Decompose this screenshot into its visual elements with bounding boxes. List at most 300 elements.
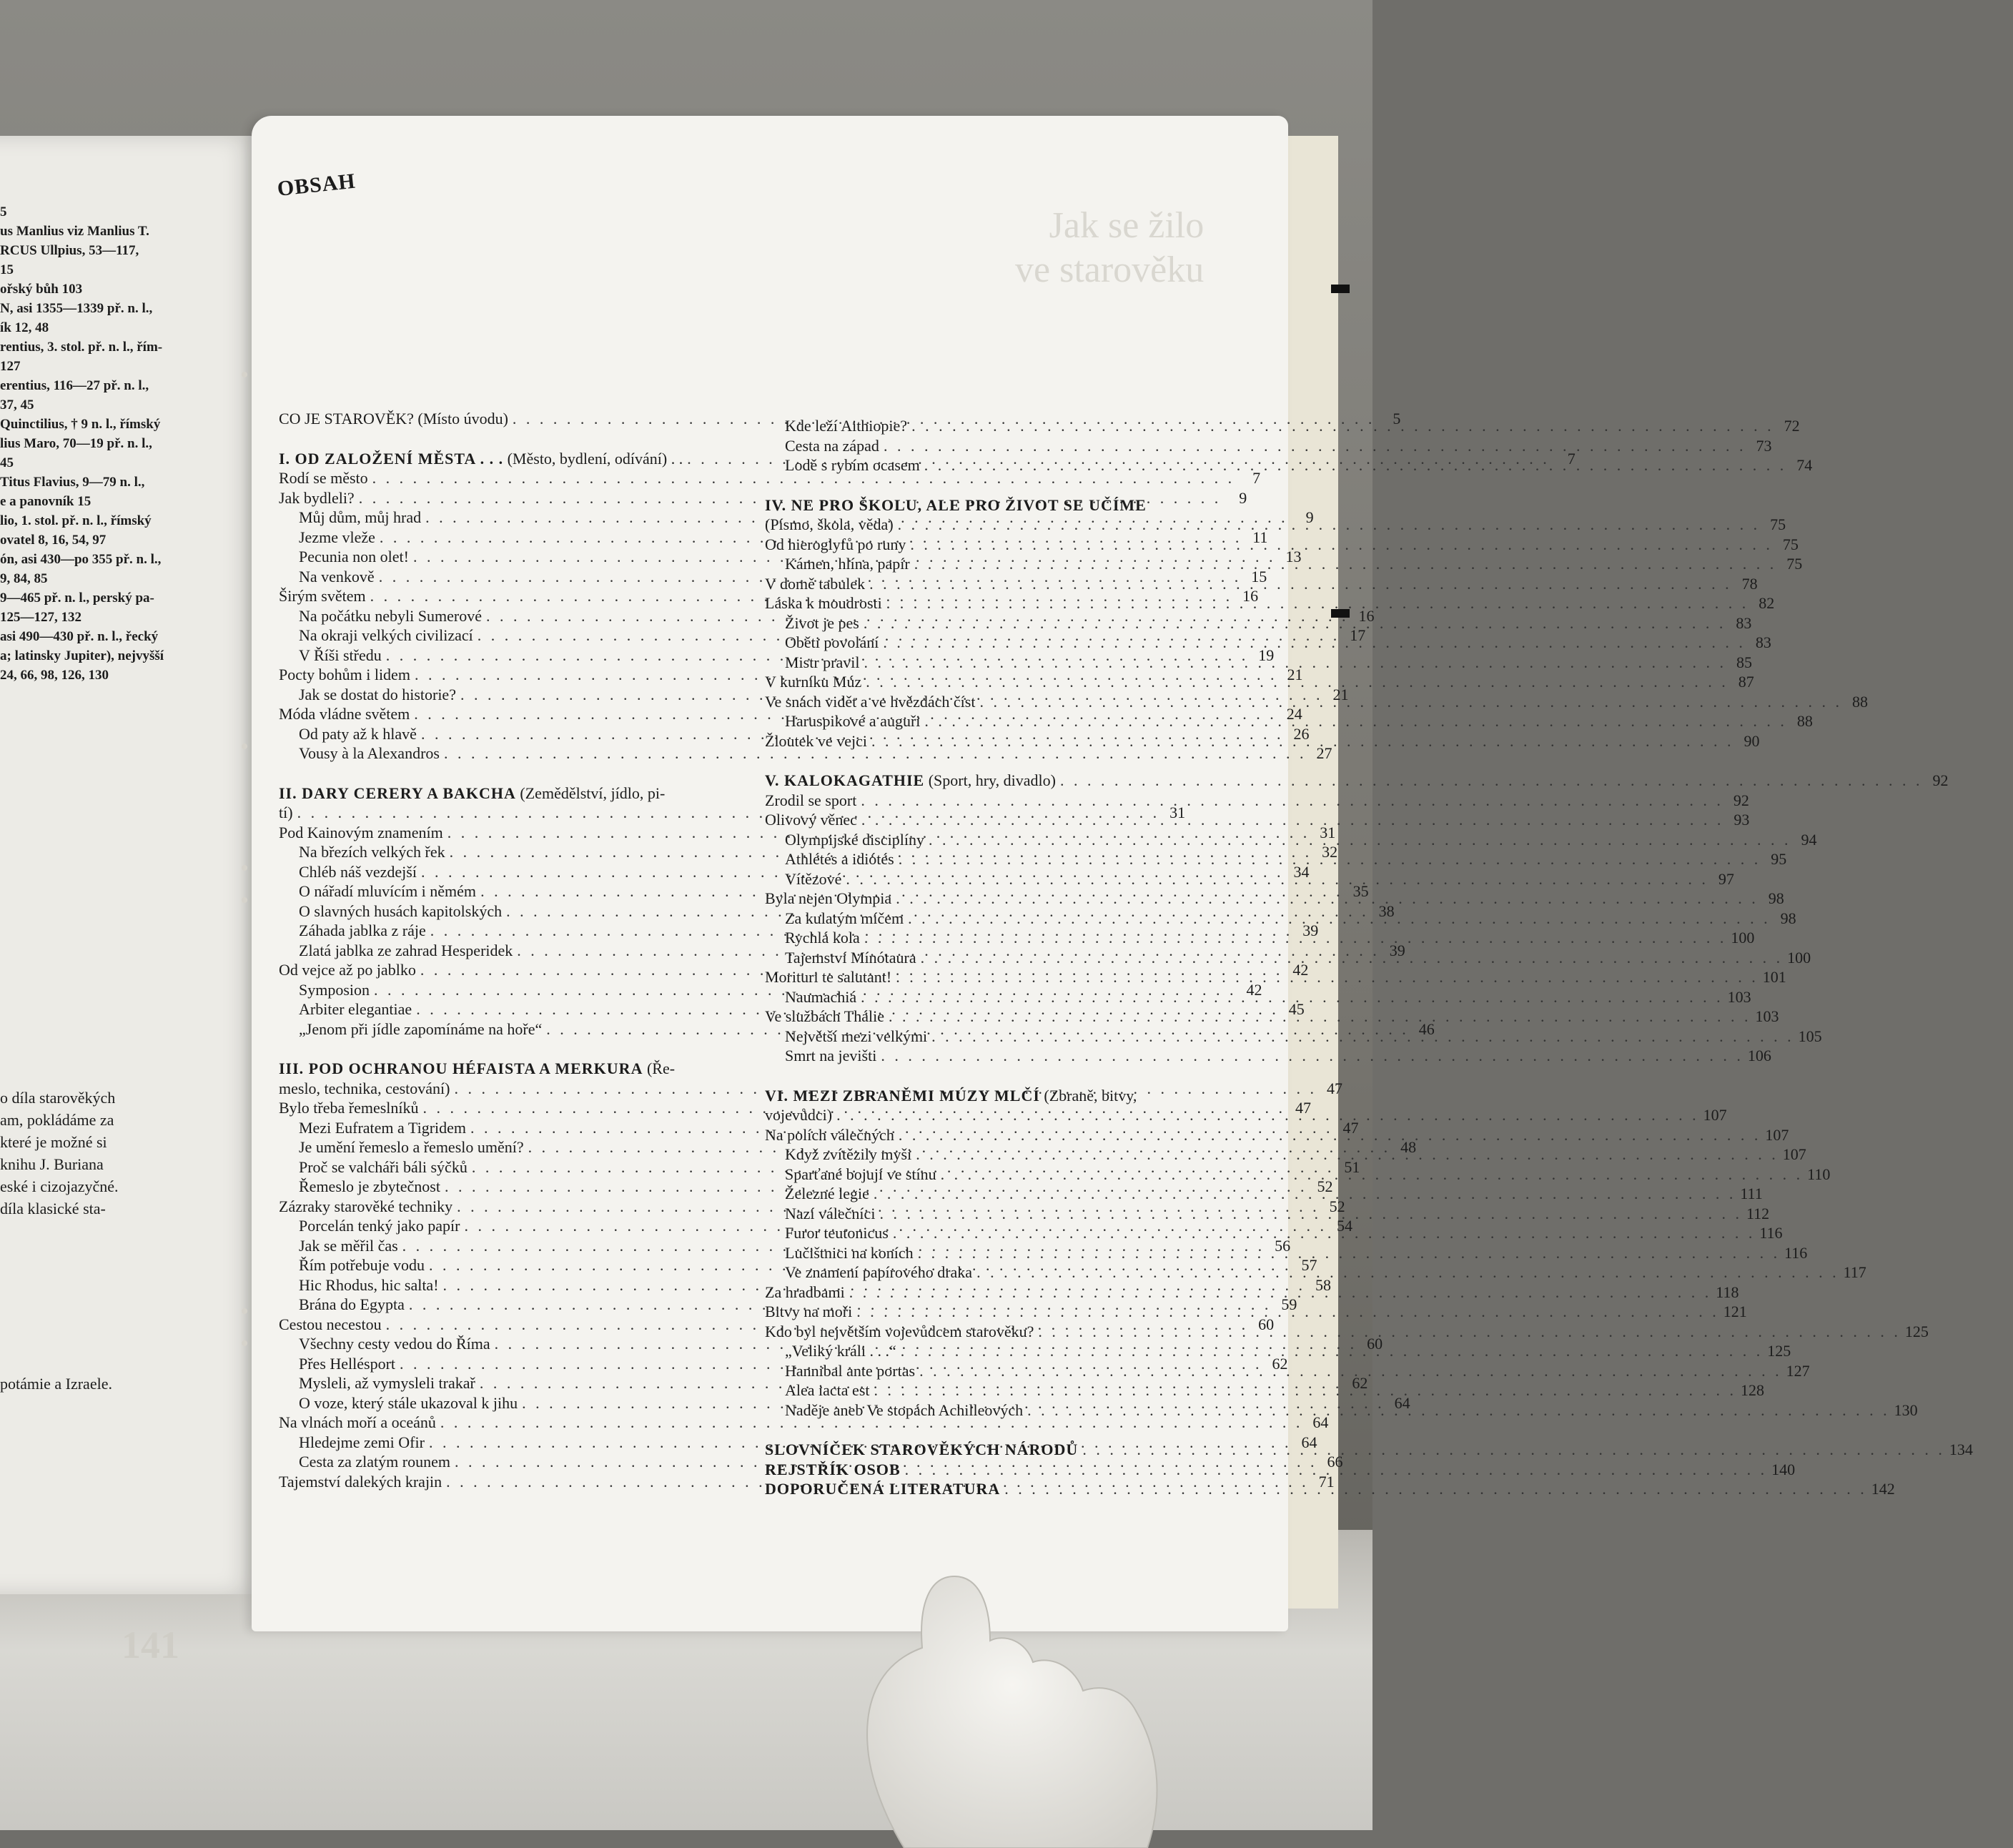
chapter-page: 92	[1932, 771, 1949, 789]
toc-entry-label: Všechny cesty vedou do Říma	[299, 1335, 490, 1353]
toc-entry-label: Arbiter elegantiae	[299, 1000, 412, 1018]
toc-entry-label: Rodí se město	[279, 469, 368, 487]
index-line: ík 12, 48	[0, 320, 49, 335]
toc-entry-page: 106	[1747, 1047, 1771, 1064]
leader-dots	[871, 731, 1734, 751]
index-line: 9—465 př. n. l., perský pa-	[0, 591, 154, 606]
toc-entry-page: 45	[1288, 1000, 1305, 1018]
toc-entry-label: REJSTŘÍK OSOB	[765, 1460, 901, 1478]
toc-entry-page: 46	[1418, 1019, 1435, 1038]
chapter-heading-cont	[765, 515, 1786, 535]
index-line: ón, asi 430—po 355 př. n. l.,	[0, 552, 162, 567]
chapter-page: 7	[1567, 449, 1576, 468]
toc-entry-page: 54	[1336, 1217, 1352, 1235]
toc-entry-label: Na okraji velkých civilizací	[299, 626, 473, 644]
leader-dots	[899, 849, 1761, 869]
toc-entry-page: 58	[1315, 1275, 1332, 1294]
toc-entry-page: 52	[1329, 1197, 1345, 1215]
toc-entry-page: 13	[1285, 548, 1302, 565]
paragraph-line: díla klasické sta-	[0, 1200, 106, 1217]
chapter-subtitle-cont: vojevůdci)	[765, 1106, 833, 1124]
toc-entry-page: 64	[1312, 1413, 1329, 1431]
index-line: e a panovník 15	[0, 494, 92, 509]
toc-entry-page: 118	[1716, 1283, 1739, 1301]
toc-entry-page: 94	[1801, 830, 1817, 849]
toc-entry-page: 105	[1798, 1027, 1822, 1045]
toc-entry-page: 142	[1871, 1480, 1895, 1498]
toc-entry-label: Mysleli, až vymysleli trakař	[299, 1374, 475, 1392]
toc-entry-label: Brána do Egypta	[299, 1295, 405, 1313]
index-line: RCUS Ullpius, 53—117,	[0, 243, 139, 258]
toc-entry-label: Bitvy na moři	[765, 1303, 853, 1320]
toc-entry-label: Jak bydleli?	[279, 488, 355, 507]
toc-entry-page: 110	[1807, 1165, 1831, 1183]
toc-entry-label: O nářadí mluvícím i němém	[299, 882, 477, 900]
toc-entry-label: Cesta za zlatým rounem	[299, 1453, 450, 1471]
toc-entry-page: 66	[1327, 1453, 1343, 1471]
index-line: ovatel 8, 16, 54, 97	[0, 533, 107, 548]
toc-entry[interactable]	[765, 1046, 1771, 1066]
toc-entry-label: Tajemství Mínótaura	[785, 948, 916, 967]
toc-entry-label: Když zvítězily myši	[785, 1145, 912, 1163]
toc-entry-label: Na březích velkých řek	[299, 843, 445, 861]
ghost-page-number: 141	[122, 1624, 179, 1666]
leader-dots	[896, 967, 1759, 987]
toc-entry-label: Kdo byl největším vojevůdcem starověku?	[765, 1322, 1034, 1340]
chapter-title: V. KALOKAGATHIE	[765, 771, 925, 789]
toc-entry-label: Vítězové	[785, 869, 842, 888]
closing-line: potámie a Izraele.	[0, 1375, 112, 1393]
toc-entry-page: 107	[1782, 1145, 1806, 1163]
chapter-subtitle-cont: tí)	[279, 804, 293, 821]
leader-dots	[924, 455, 1787, 475]
toc-entry-page: 128	[1741, 1381, 1764, 1399]
chapter-heading[interactable]	[279, 1059, 731, 1079]
chapter-page: 31	[1169, 804, 1186, 821]
toc-entry-page: 60	[1258, 1315, 1275, 1333]
ghost-title-line: Jak se žilo	[1049, 205, 1205, 246]
leader-dots	[886, 593, 1749, 613]
toc-entry-page: 98	[1780, 909, 1796, 927]
toc-entry-label: Furor teutonicus	[785, 1224, 889, 1242]
leader-dots	[874, 1184, 1736, 1204]
toc-entry-page: 52	[1317, 1177, 1333, 1195]
binding-dot	[242, 372, 247, 377]
index-line: rentius, 3. stol. př. n. l., řím-	[0, 340, 163, 355]
toc-entry-page: 64	[1301, 1433, 1317, 1451]
leader-dots	[1004, 1479, 1867, 1499]
toc-entry-page: 26	[1293, 724, 1310, 743]
toc-entry[interactable]	[279, 468, 1261, 488]
spacer	[765, 1066, 1222, 1086]
toc-entry-page: 90	[1744, 731, 1760, 750]
toc-entry-label: Na venkově	[299, 567, 375, 585]
toc-entry-label: Pod Kainovým znamením	[279, 823, 443, 841]
toc-entry-page: 24	[1286, 705, 1302, 723]
toc-entry-page: 88	[1796, 712, 1813, 730]
toc-entry-page: 72	[1784, 417, 1800, 435]
toc-entry-label: Haruspikové a auguři	[785, 712, 921, 730]
chapter-page: 107	[1703, 1106, 1727, 1124]
toc-entry-page: 125	[1767, 1342, 1791, 1360]
leader-dots	[861, 987, 1723, 1007]
toc-entry-label: DOPORUČENÁ LITERATURA	[765, 1480, 1001, 1498]
toc-entry-page: 75	[1786, 555, 1803, 573]
paragraph-line: am, pokládáme za	[0, 1111, 114, 1129]
toc-entry-page: 34	[1293, 862, 1310, 881]
toc-entry-page: 39	[1302, 921, 1319, 939]
leader-dots	[924, 711, 1787, 731]
toc-entry-label: Nazí válečníci	[785, 1204, 876, 1222]
toc-entry-label: Bylo třeba řemeslníků	[279, 1099, 419, 1117]
toc-entry-page: 73	[1756, 436, 1772, 455]
toc-entry-page: 92	[1733, 791, 1749, 809]
toc-entry-page: 16	[1242, 587, 1259, 605]
index-line: us Manlius viz Manlius T.	[0, 224, 149, 239]
toc-entry-label: Na vlnách moří a oceánů	[279, 1413, 436, 1431]
binding-dot	[242, 743, 247, 749]
index-line: 45	[0, 455, 14, 470]
spacer	[765, 1420, 1222, 1440]
leader-dots	[846, 869, 1708, 889]
index-line: 127	[0, 359, 21, 374]
toc-entry[interactable]	[279, 1413, 1329, 1433]
toc-entry-page: 116	[1784, 1243, 1808, 1262]
toc-entry-label: Ve snách vidět a ve hvězdách číst	[765, 692, 976, 711]
leader-dots	[898, 515, 1761, 535]
leader-dots	[1038, 1322, 1901, 1342]
ghost-title	[1015, 204, 1204, 292]
toc-entry-page: 95	[1771, 850, 1787, 868]
index-line: asi 490—430 př. n. l., řecký	[0, 629, 159, 644]
toc-entry-label: Mezi Eufratem a Tigridem	[299, 1118, 467, 1137]
chapter-subtitle-cont: (Písmo, škola, věda)	[765, 515, 894, 533]
chapter-title: IV. NE PRO ŠKOLU, ALE PRO ŽIVOT SE UČÍME	[765, 495, 1147, 514]
toc-entry-page: 130	[1894, 1400, 1918, 1419]
chapter-subtitle: (Sport, hry, divadlo)	[928, 771, 1056, 789]
leader-dots	[911, 416, 1774, 436]
toc-entry-label: Rychlá kola	[785, 929, 860, 947]
toc-entry-label: Ve znamení papírového draka	[785, 1263, 973, 1281]
toc-entry-page: 39	[1389, 941, 1405, 959]
toc-entry-page: 107	[1765, 1125, 1789, 1144]
toc-entry-label: Pecunia non olet!	[299, 548, 409, 565]
chapter-heading[interactable]	[765, 495, 1222, 515]
cover-mark	[1331, 285, 1350, 293]
toc-entry-label: O slavných husách kapitolských	[299, 901, 503, 920]
binding-dot	[242, 897, 247, 903]
toc-entry-label: Širým světem	[279, 587, 366, 605]
toc-entry-label: Vousy à la Alexandros	[299, 744, 440, 762]
toc-entry-page: 62	[1272, 1354, 1288, 1373]
toc-entry-label: Smrt na jevišti	[785, 1047, 877, 1064]
toc-entry-label: Od vejce až po jablko	[279, 961, 416, 979]
toc-entry-page: 38	[1378, 901, 1395, 920]
toc-entry-label: Největší mezi velkými	[785, 1027, 928, 1045]
toc-entry-label: Kámen, hlína, papír	[785, 555, 910, 573]
glove-hand	[776, 1548, 1176, 1848]
index-line: 125—127, 132	[0, 610, 81, 625]
toc-entry-label: Hledejme zemi Ofir	[299, 1433, 425, 1451]
toc-entry-page: 19	[1258, 646, 1275, 664]
toc-entry-label: Cesta na západ	[785, 436, 879, 455]
toc-entry-page: 121	[1723, 1303, 1747, 1320]
toc-entry-page: 116	[1759, 1224, 1783, 1242]
leader-dots	[899, 1125, 1761, 1145]
toc-entry-label: Na polích válečných	[765, 1125, 894, 1144]
toc-entry-page: 21	[1287, 666, 1303, 683]
toc-entry-label: Olivový věnec	[765, 811, 857, 829]
toc-entry-page: 83	[1736, 613, 1752, 632]
toc-entry[interactable]	[765, 810, 1750, 830]
index-line: 5	[0, 204, 7, 219]
leader-dots	[901, 1341, 1764, 1361]
toc-entry[interactable]	[765, 791, 1749, 811]
toc-entry[interactable]	[279, 743, 1332, 764]
toc-entry-page: 47	[1342, 1118, 1359, 1137]
leader-dots	[861, 791, 1723, 811]
toc-entry-label: Symposion	[299, 980, 370, 999]
toc-entry-label: Kde leží Aithiopie?	[785, 417, 908, 435]
leader-dots	[976, 1263, 1839, 1283]
spacer	[765, 475, 1222, 495]
toc-entry-label: Móda vládne světem	[279, 705, 410, 723]
toc-entry-label: Olympijské disciplíny	[785, 830, 924, 849]
toc-entry-page: 21	[1332, 685, 1349, 703]
toc-entry-page: 83	[1755, 633, 1771, 651]
toc-entry-label: Za kulatým míčem	[785, 909, 904, 927]
toc-entry-page: 7	[1252, 469, 1261, 487]
toc-entry-label: „Veliký králi . . .“	[785, 1342, 896, 1360]
leader-dots	[910, 535, 1773, 555]
toc-entry-label: Žloutek ve vejci	[765, 731, 867, 750]
toc-entry-label: Řemeslo je zbytečnost	[299, 1177, 440, 1195]
leader-dots	[864, 928, 1727, 948]
leader-dots	[849, 1283, 1712, 1303]
toc-entry-label: Od paty až k hlavě	[299, 724, 417, 743]
chapter-heading[interactable]	[279, 784, 731, 804]
toc-entry-page: 15	[1251, 567, 1267, 585]
toc-entry-label: CO JE STAROVĚK? (Místo úvodu)	[279, 410, 508, 428]
toc-entry-page: 82	[1759, 594, 1775, 612]
toc-entry-label: Morituri te salutant!	[765, 968, 892, 986]
leader-dots	[1027, 1400, 1890, 1420]
index-line: Titus Flavius, 9—79 n. l.,	[0, 475, 145, 490]
chapter-page: 75	[1770, 515, 1786, 533]
paragraph-line: o díla starověkých	[0, 1089, 116, 1107]
paragraph-fragment	[0, 1087, 257, 1220]
leader-dots	[979, 692, 1842, 712]
toc-entry-page: 59	[1281, 1295, 1297, 1313]
toc-entry-page: 103	[1755, 1007, 1779, 1025]
leader-dots	[861, 810, 1724, 830]
leader-dots	[883, 633, 1746, 653]
toc-entry-label: Od hieroglyfů po runy	[765, 535, 906, 553]
toc-entry-label: Jak se dostat do historie?	[299, 685, 456, 703]
index-line: Quinctilius, † 9 n. l., římský	[0, 417, 161, 432]
spacer	[765, 751, 1222, 771]
toc-entry-label: Hannibal ante portas	[785, 1361, 916, 1380]
toc-entry-label: Můj dům, můj hrad	[299, 508, 422, 526]
index-line: lio, 1. stol. př. n. l., římský	[0, 513, 152, 528]
chapter-heading[interactable]	[765, 771, 1949, 791]
spacer	[279, 429, 731, 449]
leader-dots	[1060, 771, 1923, 791]
leader-dots	[919, 1361, 1782, 1381]
toc-entry-label: Ve službách Thálie	[765, 1007, 884, 1025]
chapter-title: I. OD ZALOŽENÍ MĚSTA . . .	[279, 449, 504, 468]
toc-entry-page: 42	[1246, 980, 1262, 999]
index-line: 24, 66, 98, 126, 130	[0, 668, 109, 683]
toc-entry-page: 9	[1305, 508, 1314, 526]
leader-dots	[931, 1027, 1794, 1047]
toc-entry-page: 97	[1718, 869, 1734, 888]
toc-entry-label: V domě tabulek	[765, 574, 866, 593]
toc-entry-label: Lučištnici na koních	[785, 1243, 914, 1262]
toc-entry-label: Na počátku nebyli Sumerové	[299, 606, 482, 625]
toc-entry-page: 71	[1318, 1472, 1335, 1491]
toc-entry-page: 62	[1352, 1374, 1368, 1392]
leader-dots	[941, 1165, 1804, 1185]
toc-entry-label: Přes Hellésport	[299, 1354, 396, 1373]
toc-entry-label: Železné legie	[785, 1185, 869, 1202]
toc-entry-page: 117	[1843, 1263, 1866, 1281]
toc-entry-page: 125	[1904, 1322, 1929, 1340]
index-line: lius Maro, 70—19 př. n. l.,	[0, 436, 152, 451]
index-line: a; latinsky Jupiter), nejvyšší	[0, 648, 164, 663]
toc-entry-page: 9	[1239, 488, 1247, 507]
toc-entry-page: 5	[1393, 410, 1401, 428]
chapter-page: 47	[1326, 1079, 1342, 1097]
chapter-subtitle: (Město, bydlení, odívání) . .	[507, 449, 683, 468]
toc-entry-label: Lodě s rybím ocasem	[785, 456, 920, 474]
toc-entry-label: Mistr pravil	[785, 653, 860, 671]
toc-entry[interactable]	[765, 416, 1800, 436]
toc-entry-label: Zázraky starověké techniky	[279, 1197, 453, 1215]
toc-entry-label: Oběti povolání	[785, 633, 879, 651]
toc-entry-page: 60	[1367, 1335, 1383, 1353]
leader-dots	[889, 1007, 1751, 1027]
toc-entry-label: Zlatá jablka ze zahrad Hesperidek	[299, 941, 513, 959]
leader-dots	[881, 1046, 1744, 1066]
toc-entry-label: Život je pes	[785, 613, 859, 632]
toc-entry-page: 87	[1738, 673, 1754, 691]
toc-entry-page: 11	[1252, 528, 1268, 546]
toc-entry-page: 57	[1301, 1256, 1317, 1274]
index-line: N, asi 1355—1339 př. n. l.,	[0, 301, 153, 316]
paragraph-line: knihu J. Buriana	[0, 1155, 104, 1173]
toc-entry-page: 85	[1736, 653, 1752, 671]
leader-dots	[916, 1145, 1779, 1165]
leader-dots	[905, 1460, 1768, 1480]
binding-dot	[242, 1340, 247, 1346]
index-line: 37, 45	[0, 397, 34, 412]
leader-dots	[896, 889, 1759, 909]
leader-dots	[1082, 1440, 1945, 1460]
toc-entry-label: Jak se měřil čas	[299, 1236, 398, 1255]
leader-dots	[869, 574, 1732, 594]
leader-dots	[864, 653, 1727, 673]
binding-dot	[242, 1308, 247, 1314]
toc-entry-page: 31	[1320, 823, 1336, 841]
toc-entry-label: Jezme vleže	[299, 528, 375, 546]
toc-entry-page: 74	[1796, 456, 1813, 474]
toc-entry-label: Řím potřebuje vodu	[299, 1256, 425, 1274]
toc-entry-label: Byla nejen Olympia	[765, 889, 892, 907]
toc-entry[interactable]	[765, 436, 1772, 456]
toc-entry-page: 78	[1741, 574, 1758, 593]
toc-entry-label: Hic Rhodus, hic salta!	[299, 1275, 439, 1294]
toc-entry-page: 127	[1786, 1361, 1810, 1380]
leader-dots	[929, 830, 1791, 850]
toc-entry-label: Athlétés a idiótés	[785, 850, 894, 868]
toc-entry-page: 51	[1344, 1157, 1360, 1176]
left-page	[0, 136, 257, 1666]
leader-dots	[918, 1243, 1781, 1263]
toc-entry-label: Zrodil se sport	[765, 791, 857, 809]
toc-entry-label: Proč se valcháři báli sýčků	[299, 1157, 468, 1176]
toc-entry-label: Cestou necestou	[279, 1315, 382, 1333]
chapter-title: III. POD OCHRANOU HÉFAISTA A MERKURA	[279, 1059, 643, 1077]
toc-entry-page: 42	[1292, 961, 1309, 979]
toc-entry-page: 56	[1275, 1236, 1291, 1255]
toc-entry-page: 32	[1322, 843, 1338, 861]
spacer	[279, 1039, 731, 1059]
toc-entry[interactable]	[765, 455, 1813, 475]
toc-entry-label: Za hradbami	[765, 1283, 845, 1301]
toc-entry-page: 48	[1400, 1138, 1417, 1156]
toc-entry-label: Alea iacta est	[785, 1381, 870, 1399]
toc-entry-label: Je umění řemeslo a řemeslo umění?	[299, 1138, 524, 1156]
toc-entry-label: V Říši středu	[299, 646, 382, 664]
leader-dots	[914, 554, 1777, 574]
leader-dots	[836, 1105, 1699, 1125]
toc-entry-label: Láska k moudrosti	[765, 594, 882, 612]
index-line: erentius, 116—27 př. n. l.,	[0, 378, 149, 393]
leader-dots	[864, 613, 1726, 633]
toc-entry-label: Záhada jablka z ráje	[299, 921, 426, 939]
toc-entry-label: Tajemství dalekých krajin	[279, 1472, 442, 1491]
toc-entry-page: 112	[1746, 1204, 1770, 1222]
paragraph-line: eské i cizojazyčné.	[0, 1177, 119, 1195]
toc-entry-page: 35	[1352, 882, 1369, 900]
toc-entry-page: 100	[1787, 948, 1811, 967]
chapter-subtitle-cont: meslo, technika, cestování)	[279, 1079, 450, 1097]
toc-entry-page: 93	[1733, 811, 1750, 829]
index-fragment	[0, 204, 257, 686]
toc-entry-page: 103	[1727, 987, 1751, 1006]
chapter-heading[interactable]	[765, 1086, 1222, 1106]
toc-entry-label: SLOVNÍČEK STAROVĚKÝCH NÁRODŮ	[765, 1441, 1079, 1458]
toc-entry-label: Porcelán tenký jako papír	[299, 1217, 460, 1235]
page-title: OBSAH	[276, 169, 357, 201]
binding-dot	[242, 865, 247, 871]
index-line: ořský bůh 103	[0, 282, 83, 297]
chapter-title: II. DARY CERERY A BAKCHA	[279, 784, 516, 802]
toc-entry-page: 111	[1740, 1185, 1763, 1202]
toc-entry-page: 88	[1851, 692, 1868, 711]
toc-entry-page: 16	[1358, 606, 1375, 625]
toc-entry-label: O voze, který stále ukazoval k jihu	[299, 1393, 518, 1412]
leader-dots	[874, 1380, 1737, 1400]
leader-dots	[856, 1302, 1719, 1322]
closing-line-block	[0, 1373, 257, 1395]
toc-entry-label: „Jenom při jídle zapomínáme na hoře“	[299, 1019, 543, 1038]
toc-entry-page: 134	[1949, 1441, 1973, 1458]
toc-entry-page: 75	[1782, 535, 1799, 553]
toc-entry-page: 27	[1316, 744, 1332, 762]
leader-dots	[884, 436, 1746, 456]
